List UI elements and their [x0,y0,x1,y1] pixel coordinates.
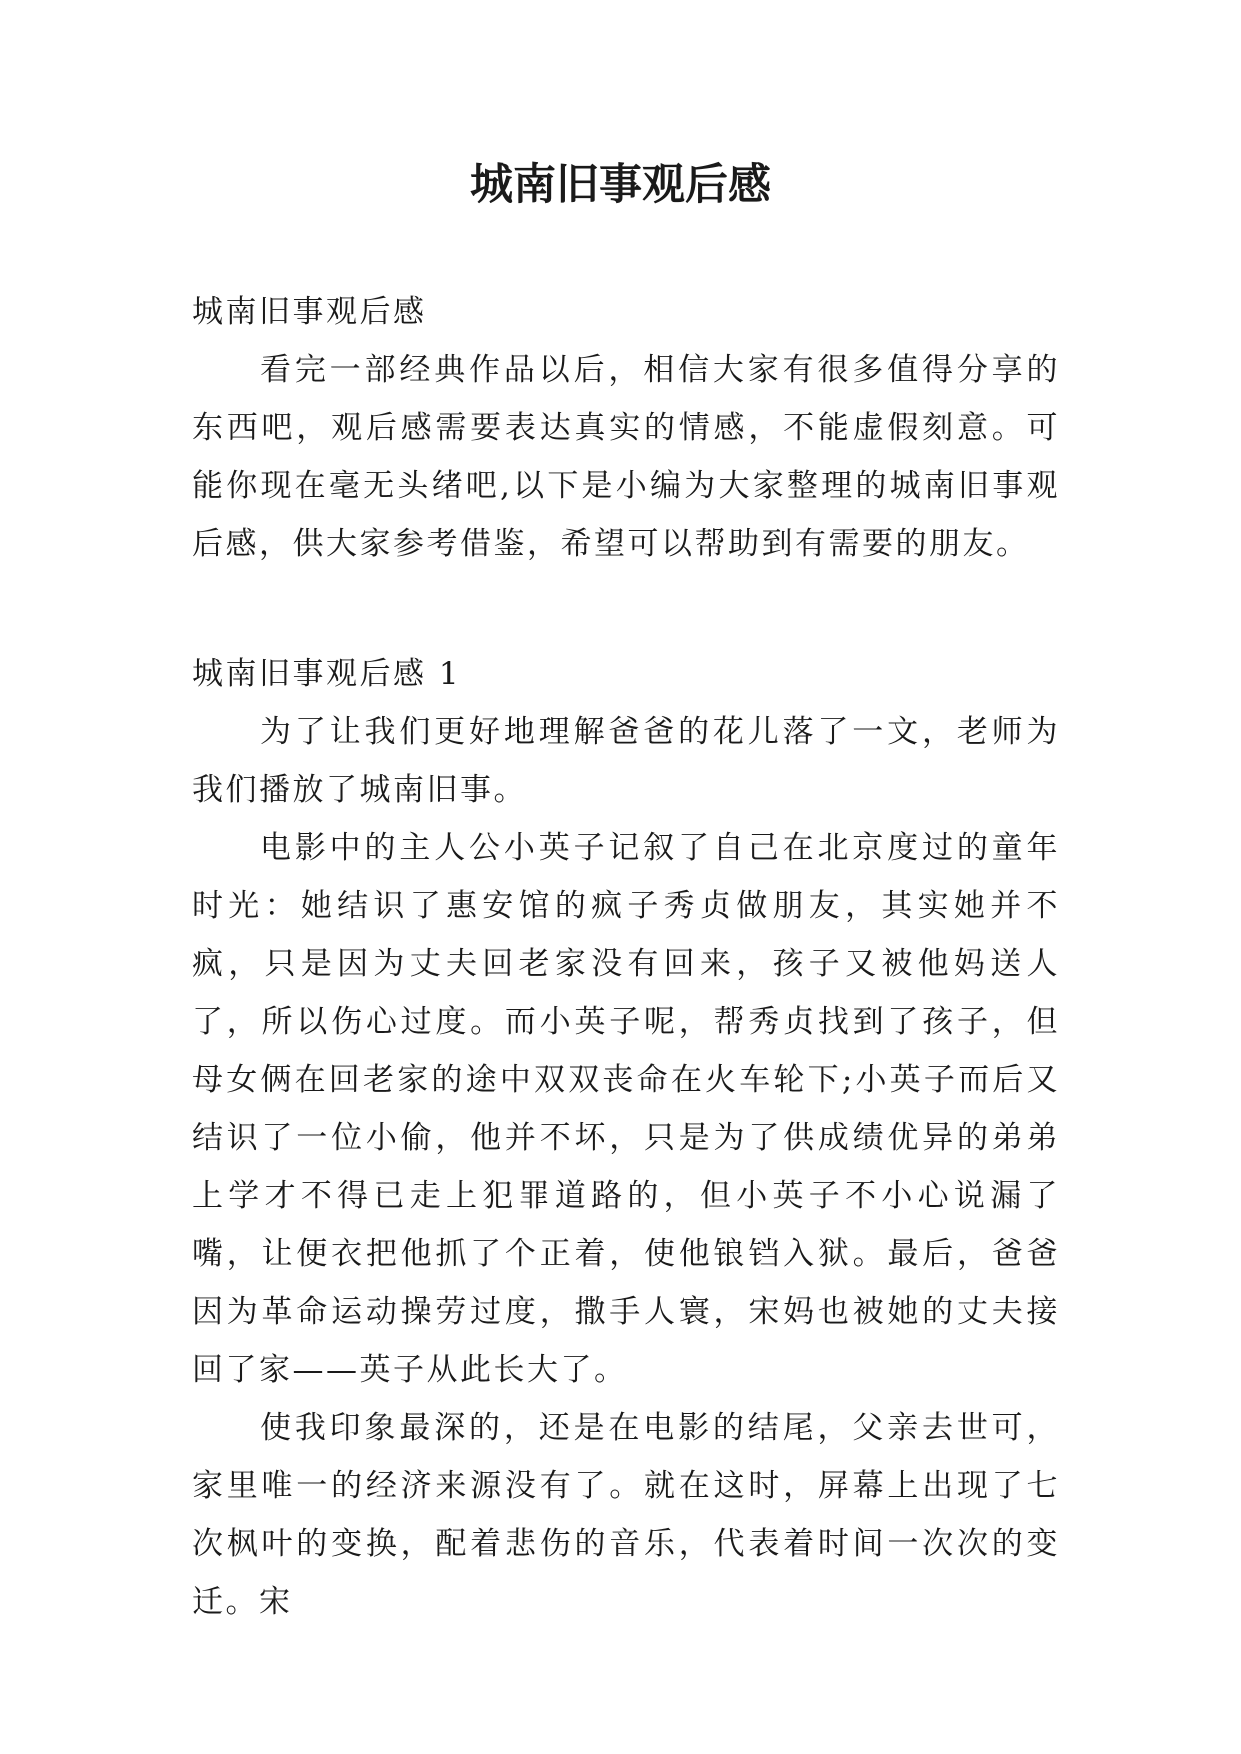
intro-paragraph: 看完一部经典作品以后，相信大家有很多值得分享的东西吧，观后感需要表达真实的情感，不能虚假刻意。可能你现在毫无头绪吧,以下是小编为大家整理的城南旧事观后感，供大家参考借鉴，希望可以帮助到有需要的朋友。 [192,352,1060,562]
section1-paragraph: 使我印象最深的，还是在电影的结尾，父亲去世可，家里唯一的经济来源没有了。就在这时，屏幕上出现了七次枫叶的变换，配着悲伤的音乐，代表着时间一次次的变迁。宋 [192,1410,1060,1620]
intro-heading: 城南旧事观后感 [192,294,427,330]
section-spacer [192,573,1060,631]
section1-paragraph: 为了让我们更好地理解爸爸的花儿落了一文，老师为我们播放了城南旧事。 [192,714,1060,808]
document-title: 城南旧事观后感 [470,160,771,210]
section-spacer-small [192,631,1060,645]
document-body [192,283,1060,1631]
section1-paragraph: 电影中的主人公小英子记叙了自己在北京度过的童年时光：她结识了惠安馆的疯子秀贞做朋友，其实她并不疯，只是因为丈夫回老家没有回来，孩子又被他妈送人了，所以伤心过度。而小英子呢，帮秀贞找到了孩子，但母女俩在回老家的途中双双丧命在火车轮下;小英子而后又结识了一位小偷，他并不坏，只是为了供成绩优异的弟弟上学才不得已走上犯罪道路的，但小英子不小心说漏了嘴，让便衣把他抓了个正着，使他锒铛入狱。最后，爸爸因为革命运动操劳过度，撒手人寰，宋妈也被她的丈夫接回了家——英子从此长大了。 [192,830,1060,1388]
section1-heading: 城南旧事观后感 1 [192,656,462,692]
